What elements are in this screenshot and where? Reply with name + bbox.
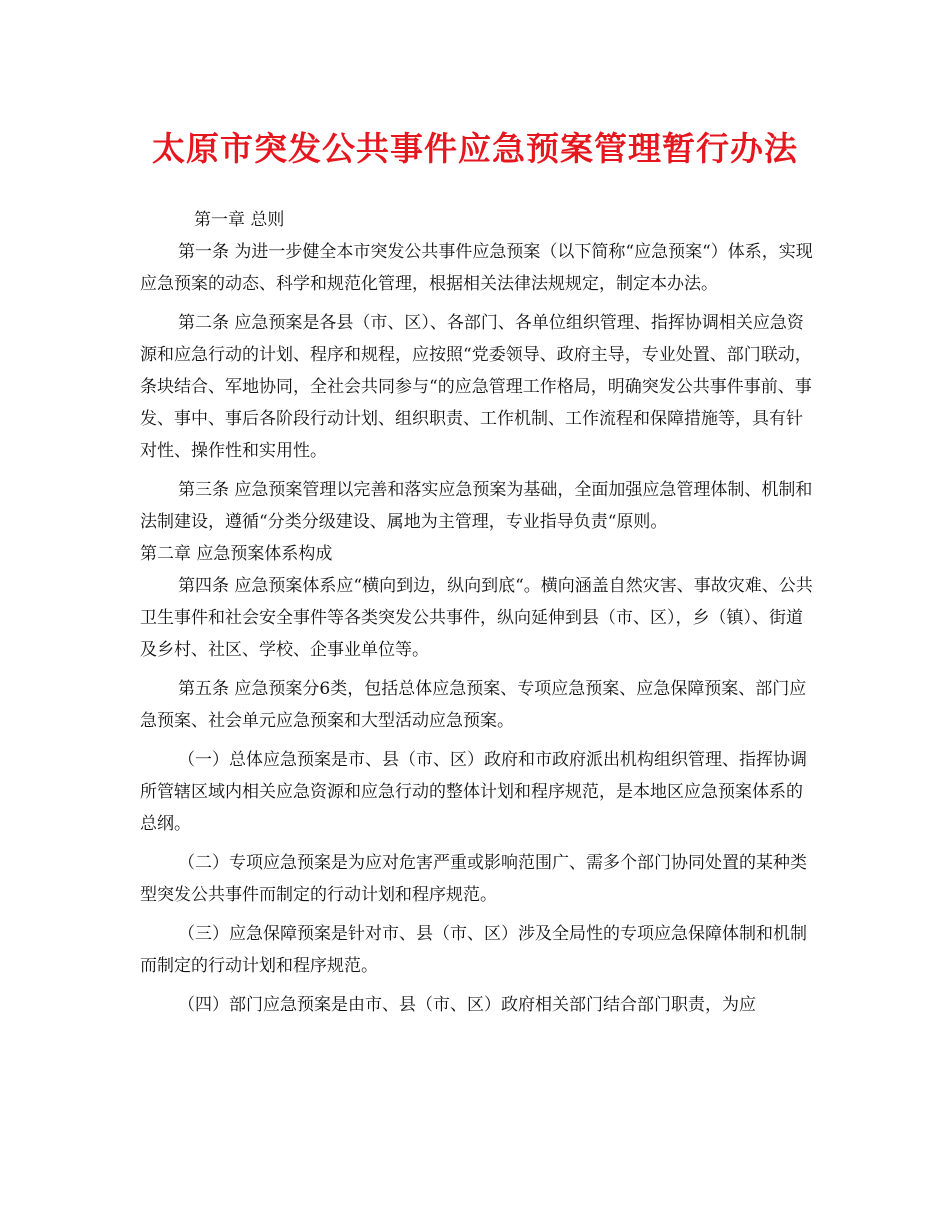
list-item-2: （二）专项应急预案是为应对危害严重或影响范围广、需多个部门协同处置的某种类型突发公共事件而制定的行动计划和程序规范。 [140, 853, 807, 905]
list-item-1: （一）总体应急预案是市、县（市、区）政府和市政府派出机构组织管理、指挥协调所管辖区域内相关应急资源和应急行动的整体计划和程序规范，是本地区应急预案体系的总纲。 [140, 750, 807, 834]
list-item-4: （四）部门应急预案是由市、县（市、区）政府相关部门结合部门职责，为应 [178, 995, 756, 1015]
article-4: 第四条 应急预案体系应“横向到边，纵向到底“。横向涵盖自然灾害、事故灾难、公共卫生事件和社会安全事件等各类突发公共事件，纵向延伸到县（市、区），乡（镇）、街道及乡村、社区、学校、企事业单位等。 [140, 576, 813, 660]
article-3: 第三条 应急预案管理以完善和落实应急预案为基础，全面加强应急管理体制、机制和法制建设，遵循“分类分级建设、属地为主管理，专业指导负责“原则。 [140, 480, 813, 532]
chapter-1-heading: 第一章 总则 [194, 210, 285, 230]
document-title: 太原市突发公共事件应急预案管理暂行办法 [152, 129, 798, 168]
article-2: 第二条 应急预案是各县（市、区）、各部门、各单位组织管理、指挥协调相关应急资源和应急行动的计划、程序和规程，应按照“党委领导、政府主导，专业处置、部门联动，条块结合、军地协同，全社会共同参与“的应急管理工作格局，明确突发公共事件事前、事发、事中、事后各阶段行动计划、组织职责、工作机制、工作流程和保障措施等，具有针对性、操作性和实用性。 [140, 313, 812, 461]
list-item-3: （三）应急保障预案是针对市、县（市、区）涉及全局性的专项应急保障体制和机制而制定的行动计划和程序规范。 [140, 924, 807, 976]
article-1: 第一条 为进一步健全本市突发公共事件应急预案（以下简称“应急预案“）体系，实现应急预案的动态、科学和规范化管理，根据相关法律法规规定，制定本办法。 [140, 242, 813, 294]
document-body [140, 204, 816, 1021]
chapter-2-heading: 第二章 应急预案体系构成 [140, 544, 333, 564]
article-5: 第五条 应急预案分6类，包括总体应急预案、专项应急预案、应急保障预案、部门应急预案、社会单元应急预案和大型活动应急预案。 [140, 679, 807, 731]
